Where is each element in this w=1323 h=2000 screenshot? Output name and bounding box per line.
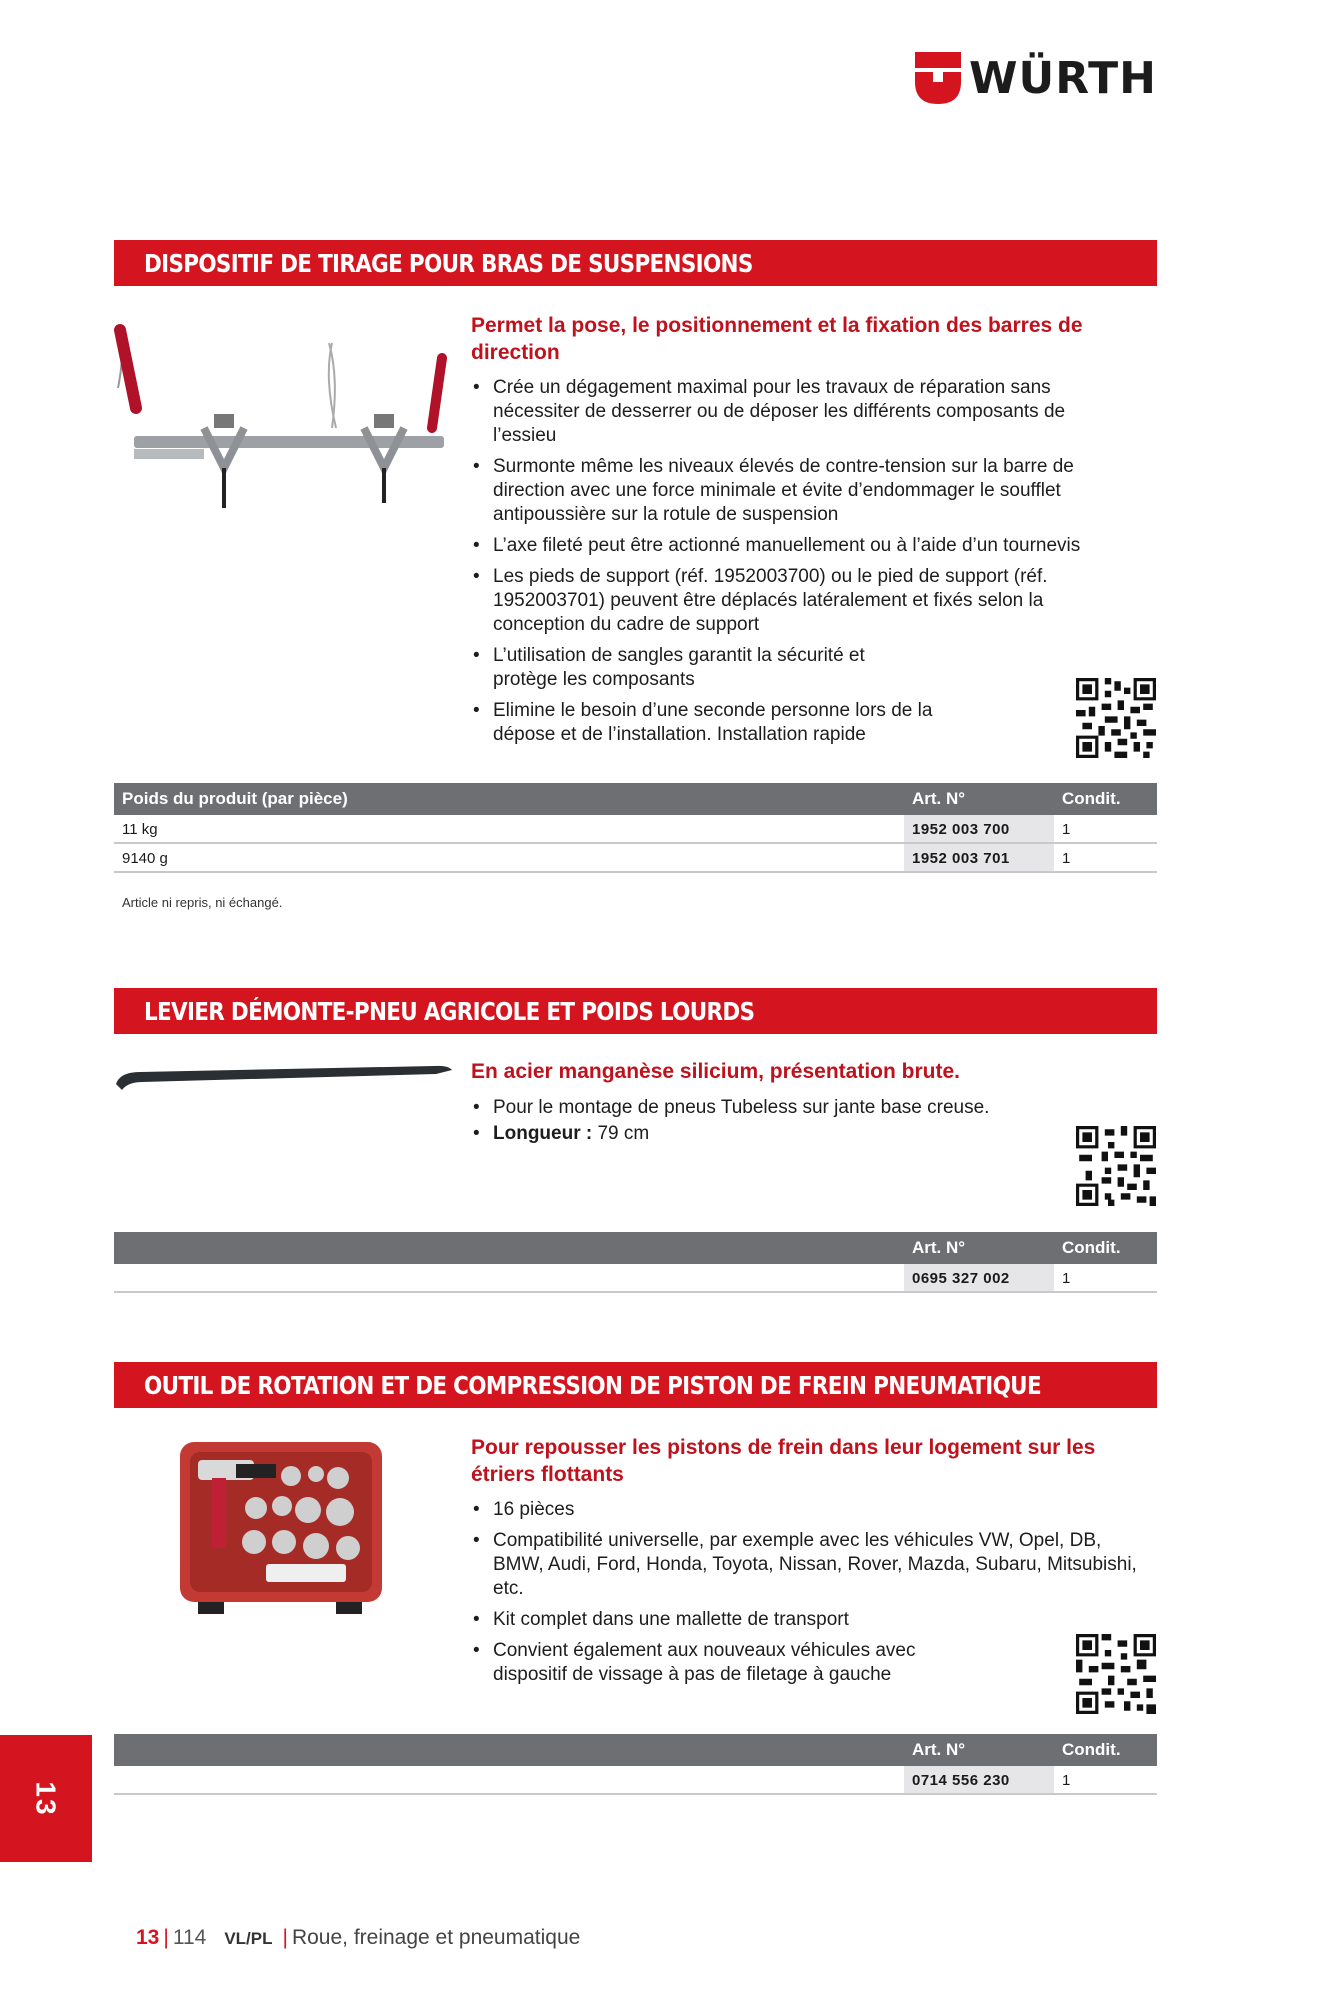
product-table: [114, 1734, 1157, 1795]
feature-item: • 16 pièces: [471, 1498, 1146, 1522]
qr-code-icon: [1076, 678, 1156, 758]
section-subtitle: Pour repousser les pistons de frein dans leur logement sur les étriers flottants: [471, 1436, 1096, 1486]
feature-item: • L’utilisation de sangles garantit la sécurité et protège les composants: [471, 644, 901, 692]
table-row: [114, 844, 1157, 873]
footer-title: Roue, freinage et pneumatique: [291, 1926, 581, 1949]
section-tire-lever: [114, 988, 1157, 1288]
cell-art: 1952 003 700: [904, 815, 1054, 842]
section-brake-piston-tool: [114, 1362, 1157, 1812]
section-subtitle: Permet la pose, le positionnement et la fixation des barres de direction: [471, 314, 1083, 364]
header-art: Art. N°: [912, 789, 966, 808]
brake-tool-case-image: [176, 1438, 386, 1618]
feature-item: [471, 1122, 1121, 1146]
cell-art: 1952 003 701: [904, 844, 1054, 871]
cell-cond: 1: [1062, 1772, 1071, 1789]
header-art: Art. N°: [912, 1740, 966, 1759]
section-title: OUTIL DE ROTATION ET DE COMPRESSION DE PISTON DE FREIN PNEUMATIQUE: [114, 1362, 1157, 1408]
feature-item: • Convient également aux nouveaux véhicules avec dispositif de vissage à pas de filetage à gauche: [471, 1639, 991, 1687]
cell-weight: 11 kg: [122, 821, 158, 838]
table-header: [114, 1232, 1157, 1264]
footer-page-number: 13: [136, 1926, 160, 1949]
table-row: [114, 1264, 1157, 1293]
section-suspension-puller: [114, 240, 1157, 920]
wurth-logo-icon: [915, 52, 961, 104]
feature-item: • Surmonte même les niveaux élevés de contre-tension sur la barre de direction avec une force minimale et évite d’endommager le soufflet antipoussière sur la rotule de suspension: [471, 455, 1121, 527]
feature-list: [471, 1498, 1146, 1694]
header-art: Art. N°: [912, 1238, 966, 1257]
cell-cond: 1: [1062, 1270, 1071, 1287]
table-row: [114, 815, 1157, 844]
header-cond: Condit.: [1062, 1740, 1121, 1759]
header-weight: Poids du produit (par pièce): [122, 789, 348, 808]
cell-weight: 9140 g: [122, 850, 168, 867]
cell-art: 0695 327 002: [904, 1264, 1054, 1291]
tire-lever-image: [114, 1056, 454, 1096]
table-header: [114, 783, 1157, 815]
cell-art: 0714 556 230: [904, 1766, 1054, 1793]
brand-name: WÜRTH: [969, 52, 1158, 104]
feature-item: • Kit complet dans une mallette de transport: [471, 1608, 1146, 1632]
qr-code-icon: [1076, 1126, 1156, 1206]
table-row: [114, 1766, 1157, 1795]
feature-item: • Pour le montage de pneus Tubeless sur jante base creuse.: [471, 1096, 1121, 1120]
side-page-tab: [0, 1735, 92, 1862]
length-label: Longueur :: [493, 1123, 593, 1144]
side-page-number: 13: [31, 1780, 62, 1817]
feature-item: • Les pieds de support (réf. 1952003700) ou le pied de support (réf. 1952003701) peuvent être déplacés latéralement et fixés selon la conception du cadre de support: [471, 565, 1121, 637]
footer-separator: |: [163, 1926, 169, 1949]
footer-category: VL/PL: [224, 1929, 273, 1948]
header-cond: Condit.: [1062, 1238, 1121, 1257]
feature-item: • Crée un dégagement maximal pour les travaux de réparation sans nécessiter de desserrer ou de déposer les différents composants de l’essieu: [471, 376, 1121, 448]
cell-cond: 1: [1062, 821, 1071, 838]
feature-item: • L’axe fileté peut être actionné manuellement ou à l’aide d’un tournevis: [471, 534, 1121, 558]
feature-list: [471, 1096, 1121, 1153]
cell-cond: 1: [1062, 850, 1071, 867]
qr-code-icon: [1076, 1634, 1156, 1714]
feature-item: • Elimine le besoin d’une seconde personne lors de la dépose et de l’installation. Installation rapide: [471, 699, 971, 747]
footer-page-total: 114: [172, 1926, 207, 1949]
header-cond: Condit.: [1062, 789, 1121, 808]
footnote: Article ni repris, ni échangé.: [122, 895, 283, 910]
product-table: [114, 1232, 1157, 1293]
wurth-logo: [915, 52, 1157, 104]
suspension-puller-image: [114, 318, 454, 518]
product-table: [114, 783, 1157, 873]
section-subtitle: En acier manganèse silicium, présentation brute.: [471, 1060, 960, 1083]
section-title: DISPOSITIF DE TIRAGE POUR BRAS DE SUSPENSIONS: [114, 240, 1157, 286]
feature-list: [471, 376, 1121, 754]
feature-item: • Compatibilité universelle, par exemple avec les véhicules VW, Opel, DB, BMW, Audi, Ford, Honda, Toyota, Nissan, Rover, Mazda, Subaru, Mitsubishi, etc.: [471, 1529, 1146, 1601]
footer-separator: |: [282, 1926, 288, 1949]
section-title: LEVIER DÉMONTE-PNEU AGRICOLE ET POIDS LOURDS: [114, 988, 1157, 1034]
table-header: [114, 1734, 1157, 1766]
page-footer: [136, 1926, 580, 1950]
length-value: 79 cm: [592, 1123, 650, 1144]
